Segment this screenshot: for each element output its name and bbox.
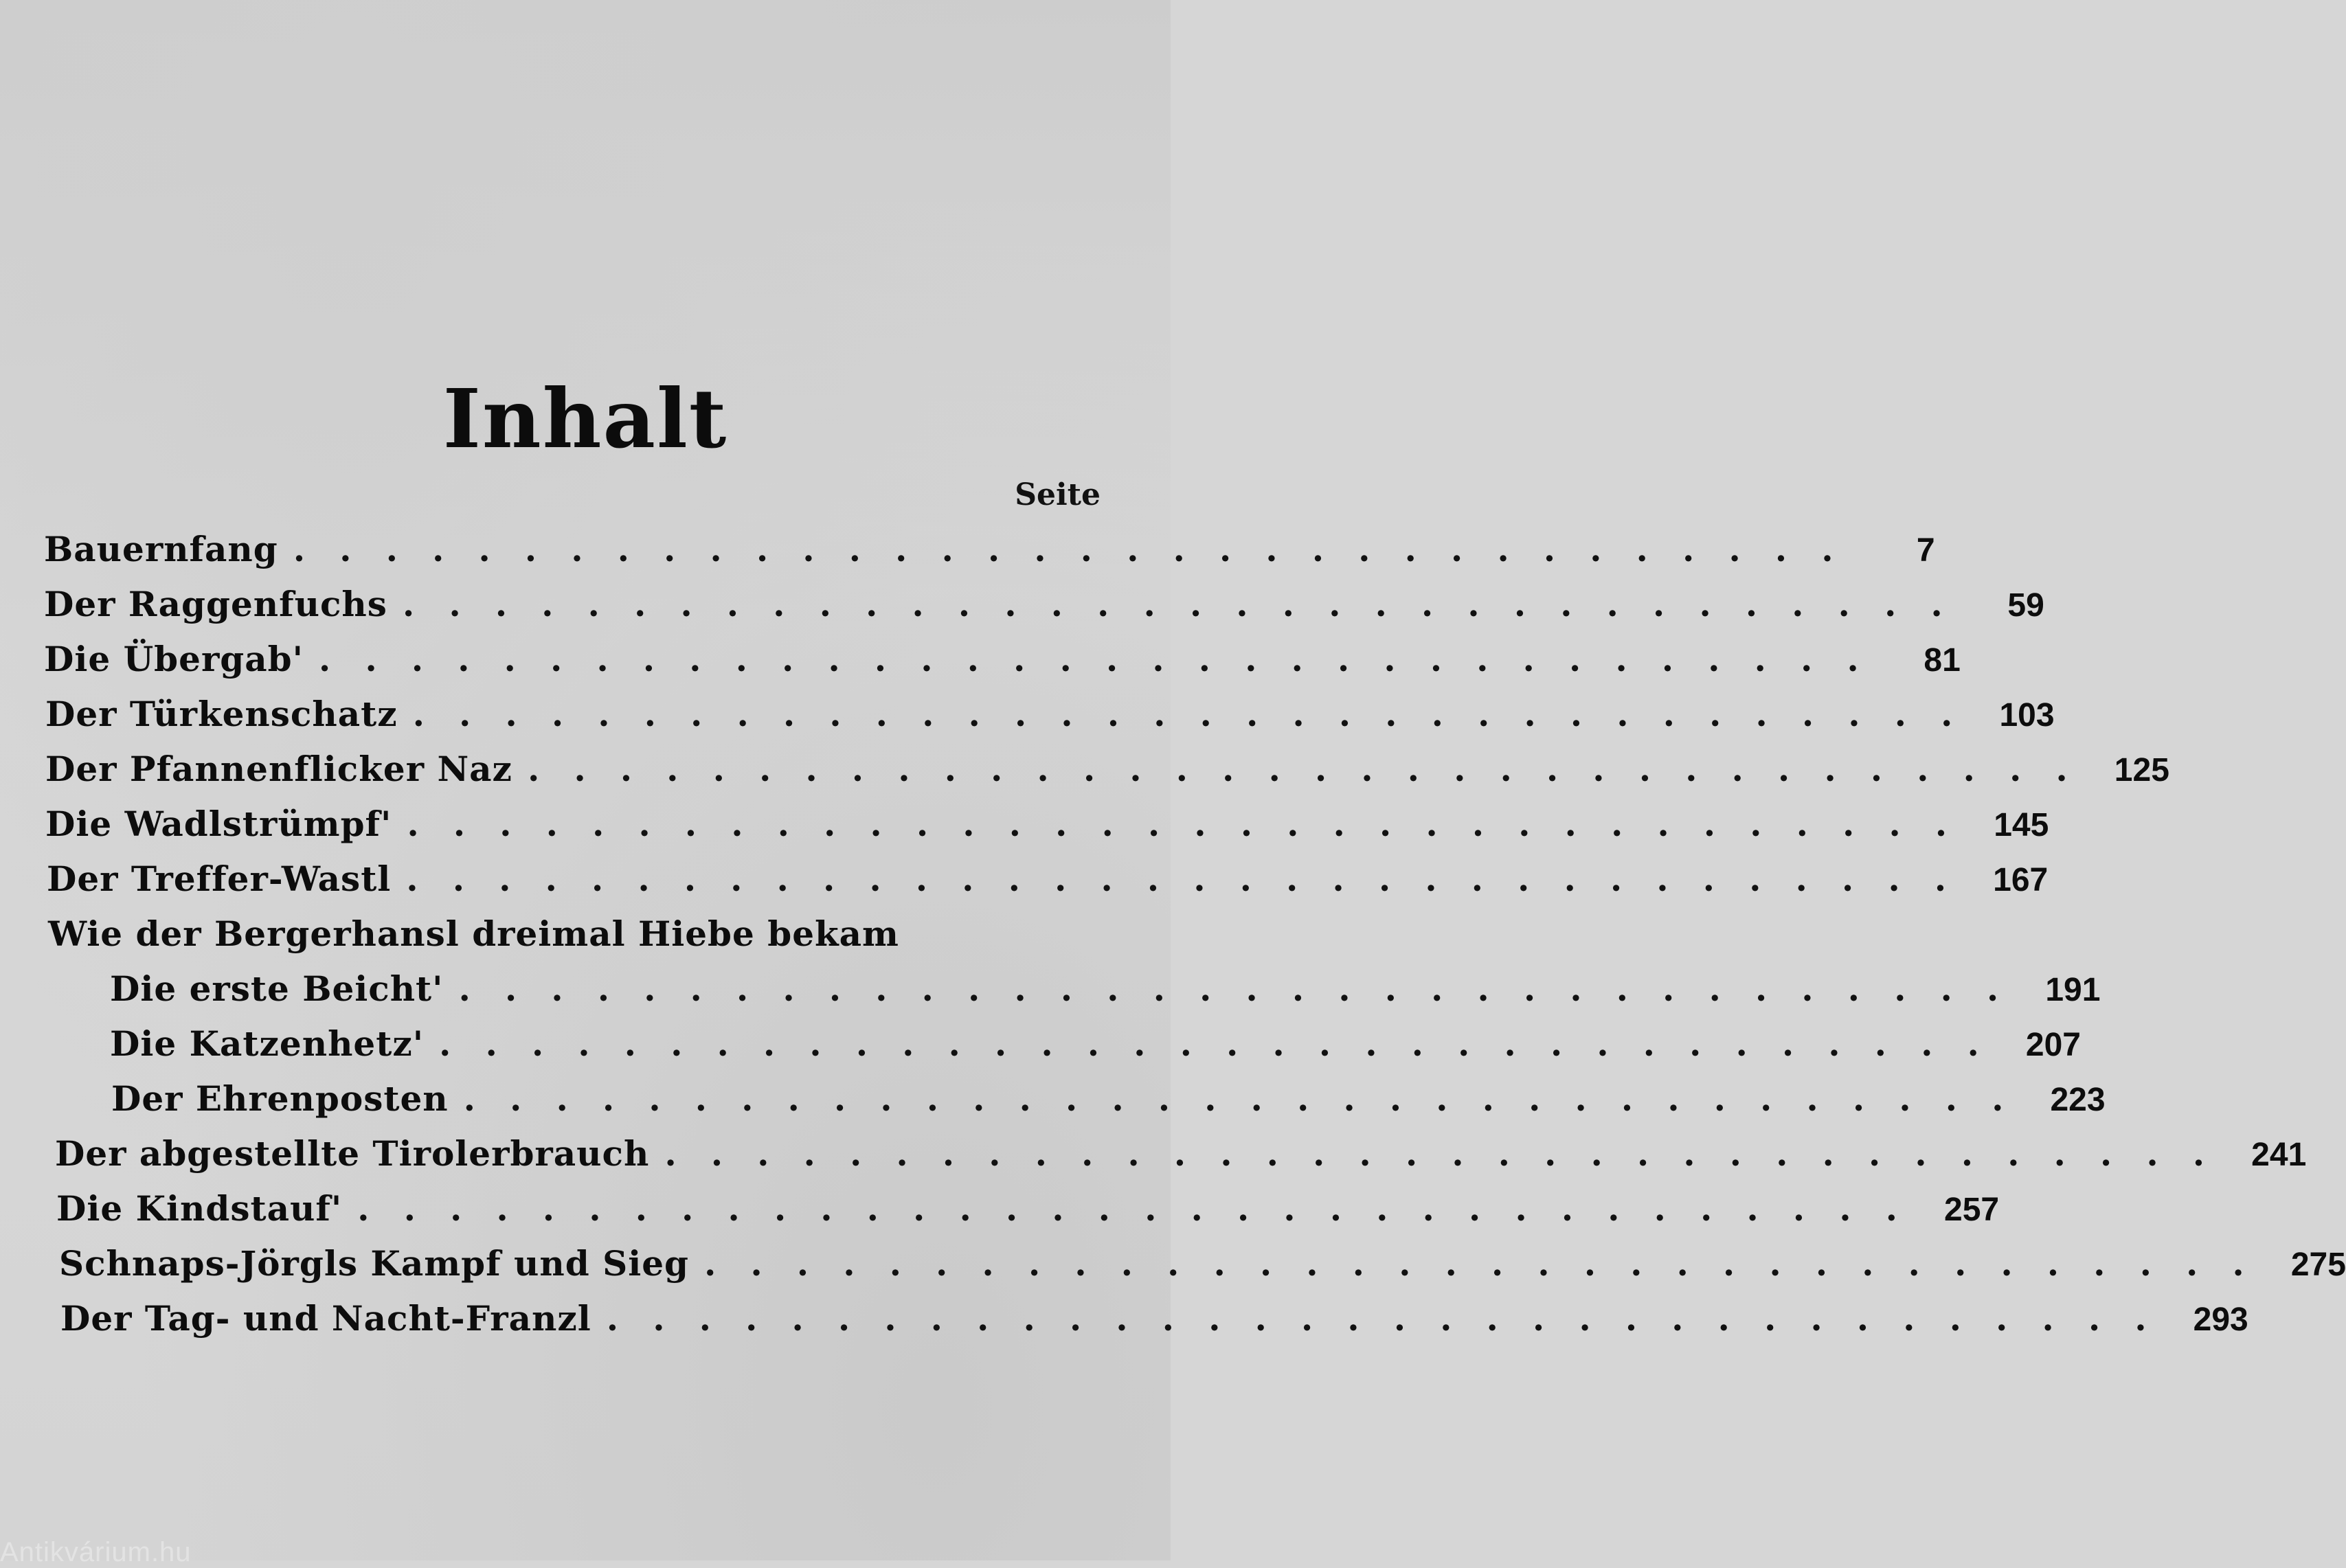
toc-entry-title: Der Türkenschatz (45, 694, 398, 734)
toc-entry-page: 293 (2193, 1302, 2248, 1338)
toc-entry-title: Wie der Bergerhansl dreimal Hiebe bekam (48, 913, 899, 954)
toc-entry-page: 81 (1924, 642, 1961, 679)
toc-entry-title: Schnaps-Jörgls Kampf und Sieg (59, 1243, 689, 1284)
dot-leader: .................................. (318, 639, 1893, 679)
toc-entry-title: Die Übergab' (44, 639, 304, 679)
page-column-header: Seite (1015, 477, 1101, 512)
watermark: Antikvárium.hu (0, 1537, 192, 1567)
toc-entry-page: 145 (1994, 807, 2049, 843)
toc-entry-page: 167 (1993, 862, 2049, 898)
toc-entry-title: Der Pfannenflicker Naz (45, 749, 512, 789)
toc-section-heading (48, 913, 1102, 962)
dot-leader: .................................. (439, 1023, 2014, 1064)
dot-leader: .................................. (527, 749, 2102, 789)
toc-entry-title: Der Raggenfuchs (44, 584, 387, 624)
toc-entry (47, 859, 2049, 907)
toc-entry-page: 7 (1916, 532, 1935, 569)
toc-entry (45, 749, 2169, 797)
dot-leader: .................................. (406, 859, 1981, 899)
toc-entry (55, 1133, 2307, 1181)
dot-leader: .................................. (606, 1298, 2181, 1339)
toc-entry (44, 584, 2044, 632)
toc-entry (59, 1243, 2346, 1291)
toc-subentry (110, 1023, 2081, 1071)
toc-entry-page: 207 (2025, 1027, 2081, 1063)
toc-entry-page: 257 (1944, 1192, 2000, 1228)
dot-leader: .................................. (293, 529, 1868, 569)
toc-subentry (110, 968, 2101, 1016)
toc-entry (60, 1298, 2248, 1346)
toc-subentry (111, 1078, 2106, 1126)
toc-entry-page: 241 (2251, 1137, 2307, 1173)
toc-entry (56, 1188, 2000, 1236)
toc-entry (44, 529, 1935, 577)
toc-entry-title: Der Treffer-Wastl (47, 859, 392, 899)
dot-leader: .................................. (407, 804, 1982, 844)
dot-leader: .................................. (402, 584, 1977, 624)
toc-entry (45, 804, 2049, 852)
toc-entry-page: 59 (2007, 587, 2044, 624)
toc-entry-title: Die Katzenhetz' (110, 1023, 425, 1064)
toc-entry-title: Die Kindstauf' (56, 1188, 343, 1229)
dot-leader: .................................. (703, 1243, 2279, 1284)
toc-entry-page: 191 (2045, 972, 2101, 1008)
dot-leader: .................................. (463, 1078, 2038, 1119)
toc-entry-page: 103 (1999, 697, 2055, 734)
toc-entry-page: 275 (2290, 1247, 2346, 1283)
dot-leader: .................................. (664, 1133, 2240, 1174)
toc-entry-title: Der Tag- und Nacht-Franzl (60, 1298, 591, 1339)
toc-entry-title: Der abgestellte Tirolerbrauch (55, 1133, 650, 1174)
toc-entry-page: 125 (2114, 752, 2169, 788)
toc-entry-title: Die erste Beicht' (110, 968, 444, 1009)
page-title: Inhalt (442, 371, 728, 466)
dot-leader: .................................. (412, 694, 1987, 734)
dot-leader: .................................. (458, 968, 2033, 1009)
toc-entry (45, 694, 2055, 742)
toc-entry-page: 223 (2050, 1082, 2106, 1118)
toc-entry-title: Bauernfang (44, 529, 278, 569)
toc-entry-title: Der Ehrenposten (111, 1078, 449, 1119)
toc-entry (44, 639, 1961, 687)
dot-leader: .................................. (357, 1188, 1932, 1229)
toc-entry-title: Die Wadlstrümpf' (45, 804, 392, 844)
